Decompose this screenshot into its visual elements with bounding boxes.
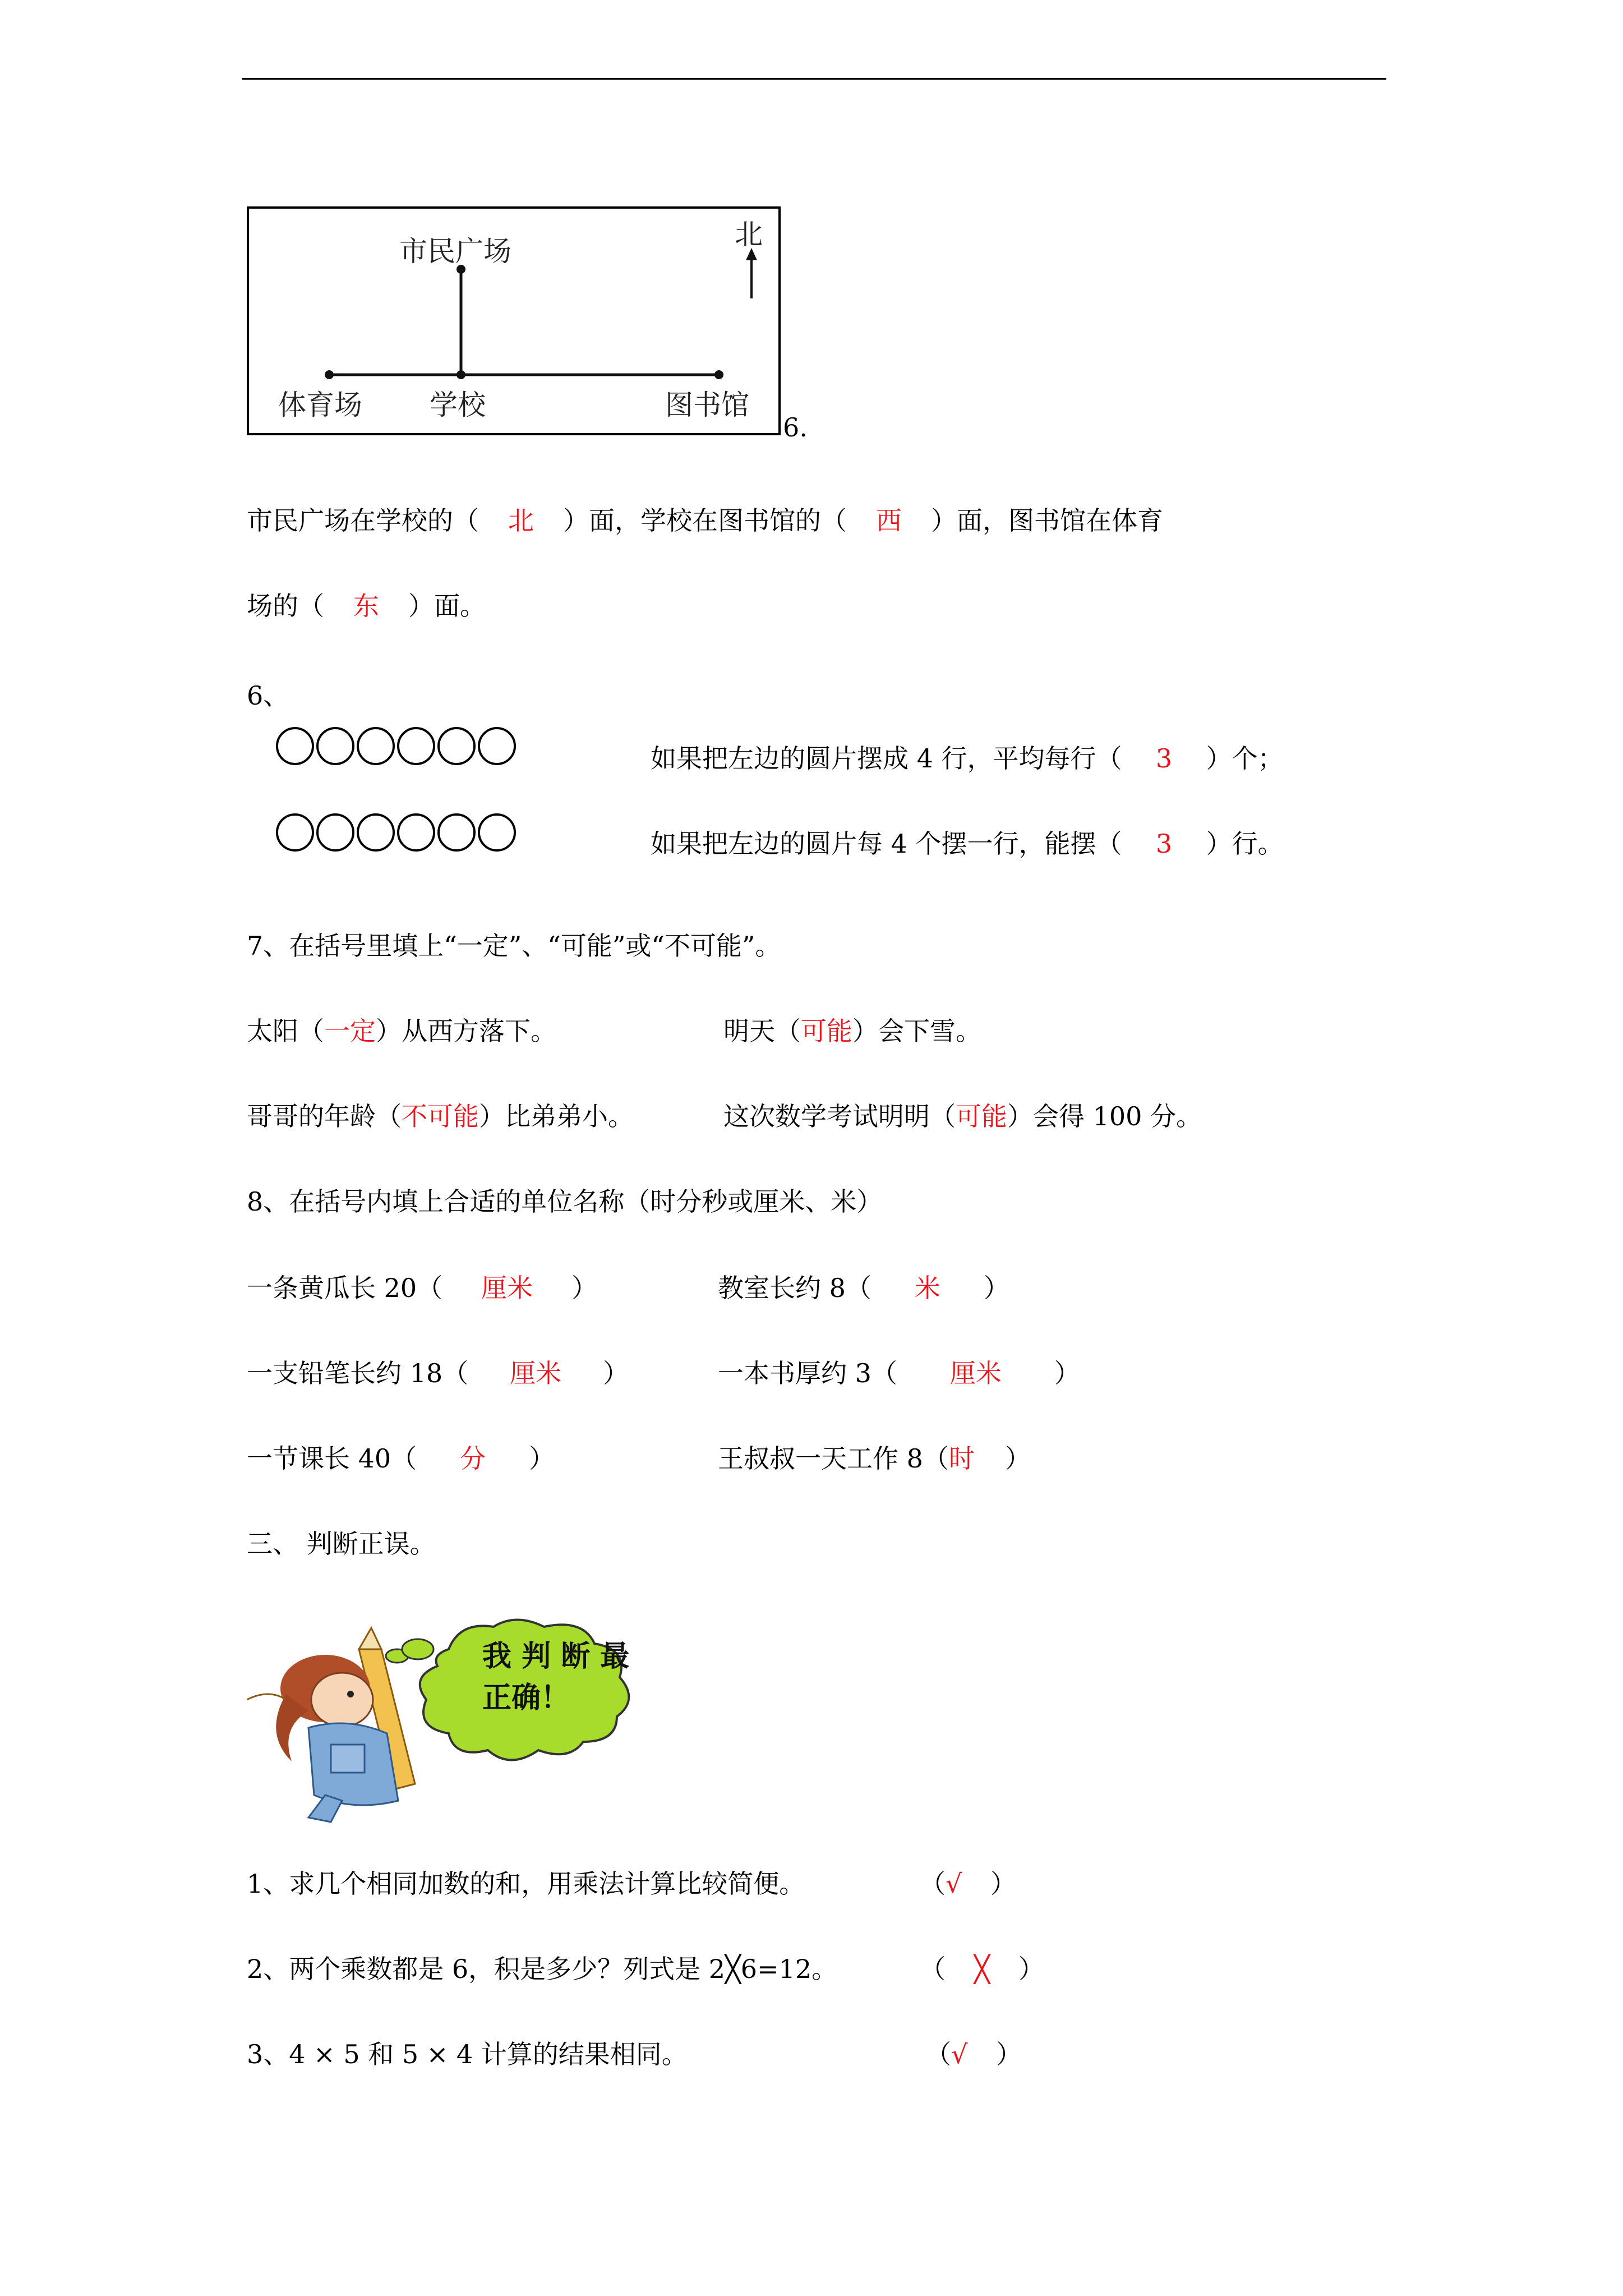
q7-title: 7、在括号里填上“一定”、“可能”或“不可能”。 xyxy=(247,931,781,961)
judge-answer-1: （√ ） xyxy=(920,1867,1016,1901)
section3-title: 三、 判断正误。 xyxy=(247,1529,436,1559)
q8-item-3: 一支铅笔长约 18（ 厘米 ） xyxy=(247,1358,629,1388)
school-label: 学校 xyxy=(430,389,486,421)
cartoon-figure xyxy=(247,1616,729,1829)
circle xyxy=(276,727,314,765)
circle xyxy=(478,727,516,765)
q6-number: 6、 xyxy=(247,680,289,711)
plaza-label: 市民广场 xyxy=(399,235,511,268)
circle-row-2 xyxy=(276,813,516,852)
q7-item-2: 明天（可能）会下雪。 xyxy=(723,1016,981,1046)
q8-item-2: 教室长约 8（ 米 ） xyxy=(718,1273,1009,1303)
circle xyxy=(397,727,435,765)
circle xyxy=(357,727,395,765)
answer-west: 西 xyxy=(876,505,902,536)
judge-item-1: 1、求几个相同加数的和，用乘法计算比较简便。 xyxy=(247,1869,805,1899)
q6-row2: 如果把左边的圆片每 4 个摆一行，能摆（ 3 ）行。 xyxy=(651,827,1284,861)
check-mark: √ xyxy=(946,1869,962,1899)
judge-item-2: 2、两个乘数都是 6，积是多少？列式是 2╳6=12。 xyxy=(247,1954,838,1984)
map-number: 6. xyxy=(783,412,808,443)
answer-east: 东 xyxy=(353,591,379,621)
circle xyxy=(437,813,476,852)
q6-answer-2: 3 xyxy=(1155,829,1173,859)
q6-answer-1: 3 xyxy=(1155,743,1173,774)
circle xyxy=(316,727,354,765)
q8-item-4: 一本书厚约 3（ 厘米 ） xyxy=(718,1358,1080,1388)
map-question-line2: 场的（ 东 ）面。 xyxy=(247,589,486,623)
bubble-line-1: 我 判 断 最 xyxy=(482,1640,630,1673)
q7-item-4: 这次数学考试明明（可能）会得 100 分。 xyxy=(723,1101,1202,1131)
answer-north: 北 xyxy=(508,505,534,536)
q8-item-6: 王叔叔一天工作 8（时 ） xyxy=(718,1443,1031,1474)
circle xyxy=(276,813,314,852)
check-mark: √ xyxy=(951,2039,968,2069)
bubble-line-2: 正确！ xyxy=(482,1681,570,1715)
circle xyxy=(478,813,516,852)
judge-answer-3: （√ ） xyxy=(925,2037,1022,2071)
circle xyxy=(357,813,395,852)
circle xyxy=(316,813,354,852)
q8-item-1: 一条黄瓜长 20（ 厘米 ） xyxy=(247,1273,598,1303)
cross-mark: ╳ xyxy=(974,1954,990,1984)
q8-title: 8、在括号内填上合适的单位名称（时分秒或厘米、米） xyxy=(247,1186,883,1217)
north-label: 北 xyxy=(735,218,763,251)
circle xyxy=(397,813,435,852)
q7-item-1: 太阳（一定）从西方落下。 xyxy=(247,1016,556,1046)
circle-row-1 xyxy=(276,727,516,765)
map-question-line1: 市民广场在学校的（ 北 ）面，学校在图书馆的（ 西 ）面，图书馆在体育 xyxy=(247,504,1163,537)
judge-answer-2: （ ╳ ） xyxy=(920,1952,1044,1986)
circle xyxy=(437,727,476,765)
map-figure xyxy=(247,206,781,435)
q7-item-3: 哥哥的年龄（不可能）比弟弟小。 xyxy=(247,1101,634,1131)
q8-item-5: 一节课长 40（ 分 ） xyxy=(247,1443,555,1474)
stadium-label: 体育场 xyxy=(278,389,362,421)
header-rule xyxy=(242,78,1386,80)
q6-row1: 如果把左边的圆片摆成 4 行，平均每行（ 3 ）个； xyxy=(651,742,1284,775)
library-label: 图书馆 xyxy=(665,389,749,421)
judge-item-3: 3、4 × 5 和 5 × 4 计算的结果相同。 xyxy=(247,2039,688,2069)
